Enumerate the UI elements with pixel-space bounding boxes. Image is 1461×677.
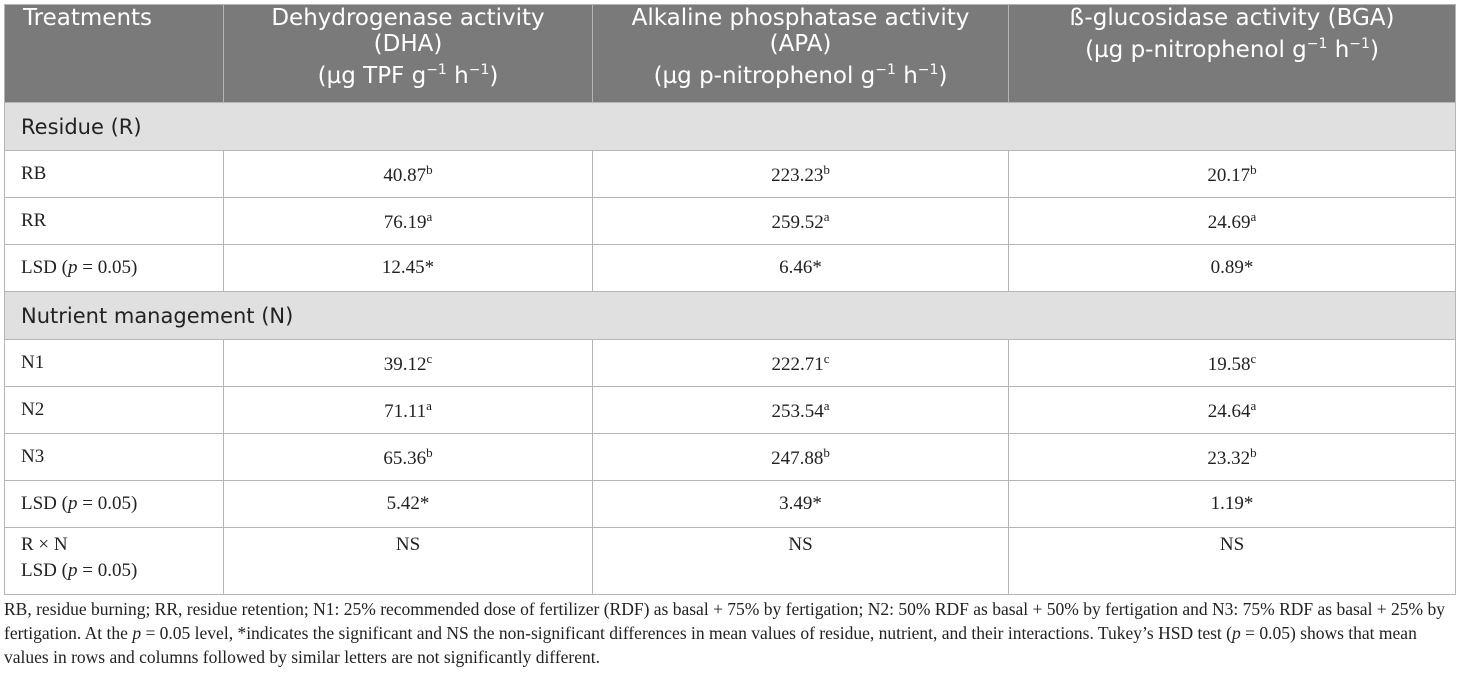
enzyme-activity-table [4,4,1456,595]
cell-apa: NS [593,528,1009,595]
cell-bga: 19.58$^c$ [1009,340,1456,387]
table-row [5,198,1456,245]
header-bga [1009,5,1456,103]
header-dha-unit: (µg TPF $g^{-1}$ $h^{-1}$) [317,62,499,89]
cell-dha: 5.42* [224,481,593,528]
section-nutrient [5,292,1456,340]
cell-bga: 23.32$^b$ [1009,434,1456,481]
header-apa-unit: (µg p-nitrophenol $g^{-1}$ $h^{-1}$) [653,62,948,89]
cell-bga: 1.19* [1009,481,1456,528]
row-label: N1 [5,340,224,387]
cell-dha: 39.12$^c$ [224,340,593,387]
table-row-lsd [5,245,1456,292]
cell-bga: NS [1009,528,1456,595]
cell-apa: 223.23$^b$ [593,151,1009,198]
header-dha-line1: Dehydrogenase activity [271,5,545,31]
row-label-interaction: R × N LSD (p = 0.05) [5,528,224,595]
header-bga-line1: ß-glucosidase activity (BGA) [1069,5,1395,31]
cell-apa: 3.49* [593,481,1009,528]
cell-dha: NS [224,528,593,595]
row-label: N3 [5,434,224,481]
cell-bga: 24.69$^a$ [1009,198,1456,245]
table-row [5,387,1456,434]
row-label: N2 [5,387,224,434]
cell-dha: 71.11$^a$ [224,387,593,434]
header-bga-unit: (µg p-nitrophenol $g^{-1}$ $h^{-1}$) [1085,36,1379,63]
header-dha-line2: (DHA) [373,31,443,57]
cell-apa: 247.88$^b$ [593,434,1009,481]
cell-bga: 24.64$^a$ [1009,387,1456,434]
table-row [5,151,1456,198]
cell-dha: 40.87$^b$ [224,151,593,198]
cell-dha: 65.36$^b$ [224,434,593,481]
cell-dha: 76.19$^a$ [224,198,593,245]
section-residue-label: Residue (R) [5,103,1456,151]
row-label-lsd: LSD (p = 0.05) [5,245,224,292]
table-footnote: RB, residue burning; RR, residue retention; N1: 25% recommended dose of fertilizer (RDF) as basal + 75% by fertigation; N2: 50% RDF as basal + 50% by fertigation and N3: 75% RDF as basal + 25% by fertigation. At the p = 0.05 level, *indicates the significant and NS the non-significant differences in mean values of residue, nutrient, and their interactions. Tukey’s HSD test (p = 0.05) shows that mean values in rows and columns followed by similar letters are not significantly different. [4,599,1445,667]
table-row [5,434,1456,481]
header-row [5,5,1456,103]
row-label: RB [5,151,224,198]
section-nutrient-label: Nutrient management (N) [5,292,1456,340]
section-residue [5,103,1456,151]
cell-apa: 6.46* [593,245,1009,292]
cell-apa: 259.52$^a$ [593,198,1009,245]
row-label-lsd: LSD (p = 0.05) [5,481,224,528]
header-apa-line1: Alkaline phosphatase activity [631,5,970,31]
cell-apa: 222.71$^c$ [593,340,1009,387]
header-apa [593,5,1009,103]
row-label: RR [5,198,224,245]
header-dha [224,5,593,103]
cell-bga: 0.89* [1009,245,1456,292]
header-apa-line2: (APA) [769,31,832,57]
table-row-lsd [5,481,1456,528]
table-row [5,340,1456,387]
cell-apa: 253.54$^a$ [593,387,1009,434]
table-row-interaction [5,528,1456,595]
cell-dha: 12.45* [224,245,593,292]
cell-bga: 20.17$^b$ [1009,151,1456,198]
header-treatments: Treatments [5,5,224,103]
